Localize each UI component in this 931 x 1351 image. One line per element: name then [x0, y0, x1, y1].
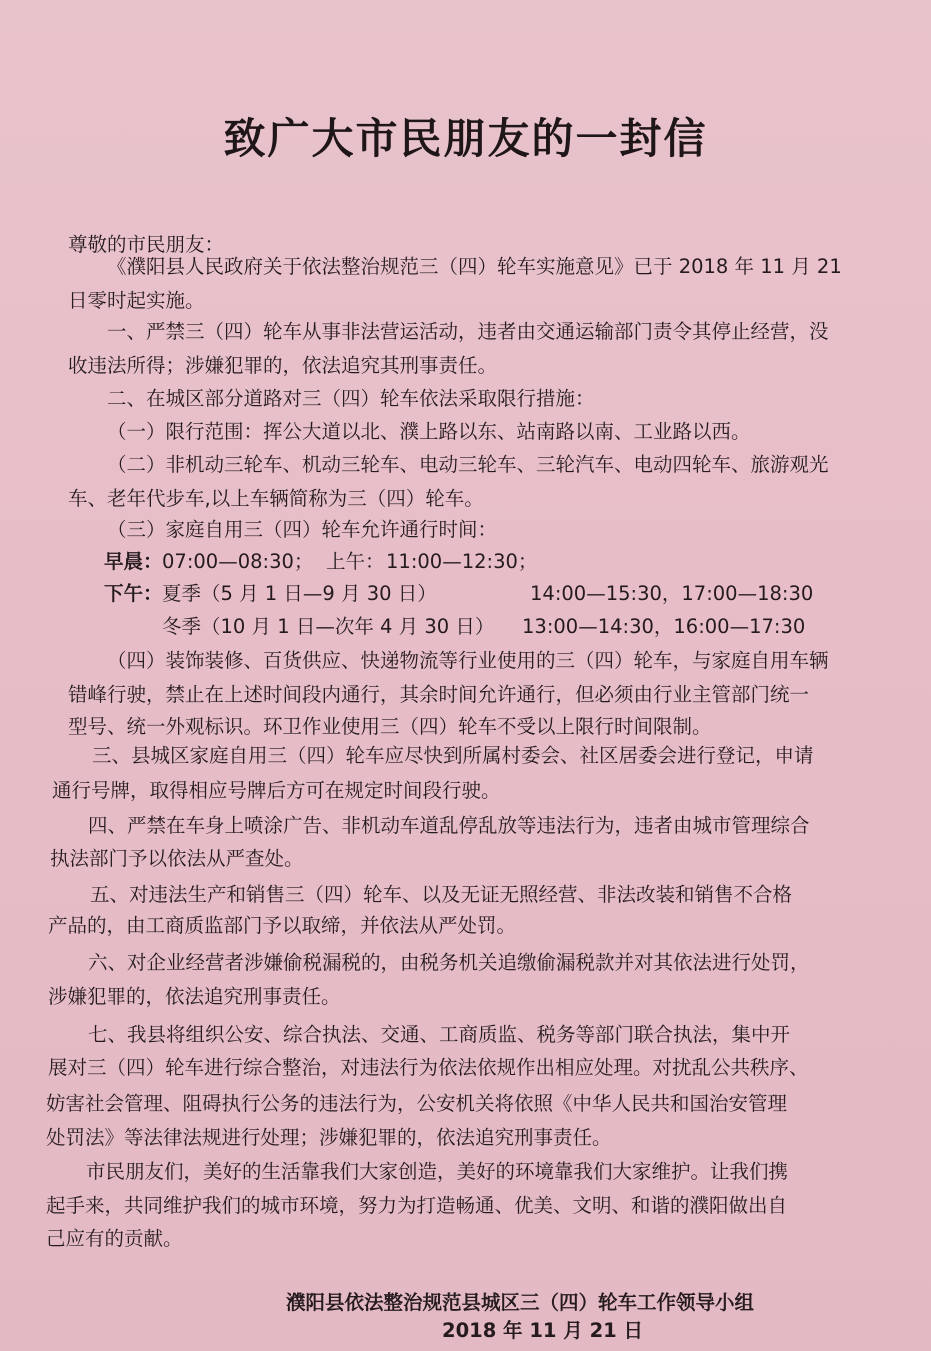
- item2-sub4-line: 错峰行驶，禁止在上述时间段内通行，其余时间允许通行，但必须由行业主管部门统一: [68, 683, 810, 706]
- intro-line: 日零时起实施。: [68, 289, 205, 312]
- item2-sub1: （一）限行范围：挥公大道以北、濮上路以东、站南路以南、工业路以西。: [107, 420, 751, 443]
- morning-time: 07:00—08:30；: [162, 550, 314, 573]
- noon-time: 11:00—12:30；: [386, 550, 538, 573]
- item2-sub2-line: （二）非机动三轮车、机动三轮车、电动三轮车、三轮汽车、电动四轮车、旅游观光: [107, 453, 829, 476]
- item3-line: 通行号牌，取得相应号牌后方可在规定时间段行驶。: [52, 779, 501, 802]
- item1-line: 一、严禁三（四）轮车从事非法营运活动，违者由交通运输部门责令其停止经营，没: [107, 320, 829, 343]
- item6-line: 六、对企业经营者涉嫌偷税漏税的，由税务机关追缴偷漏税款并对其依法进行处罚，: [88, 951, 810, 974]
- item7-line: 展对三（四）轮车进行综合整治，对违法行为依法依规作出相应处理。对扰乱公共秩序、: [48, 1056, 809, 1079]
- noon-label: 上午：: [326, 550, 385, 573]
- salutation: 尊敬的市民朋友：: [68, 233, 225, 256]
- item1-line: 收违法所得；涉嫌犯罪的，依法追究其刑事责任。: [68, 354, 498, 377]
- item5-line: 产品的，由工商质监部门予以取缔，并依法从严处罚。: [48, 914, 517, 937]
- item2-sub4-line: （四）装饰装修、百货供应、快递物流等行业使用的三（四）轮车，与家庭自用车辆: [107, 649, 829, 672]
- item2-heading: 二、在城区部分道路对三（四）轮车依法采取限行措施：: [107, 387, 595, 410]
- item2-sub3: （三）家庭自用三（四）轮车允许通行时间：: [107, 518, 498, 541]
- item2-sub2-line: 车、老年代步车,以上车辆简称为三（四）轮车。: [68, 487, 484, 510]
- page-title: 致广大市民朋友的一封信: [223, 114, 708, 163]
- item3-line: 三、县城区家庭自用三（四）轮车应尽快到所属村委会、社区居委会进行登记，申请: [92, 744, 814, 767]
- signature-org: 濮阳县依法整治规范县城区三（四）轮车工作领导小组: [286, 1291, 755, 1314]
- closing-line: 起手来，共同维护我们的城市环境，努力为打造畅通、优美、文明、和谐的濮阳做出自: [46, 1194, 788, 1217]
- item5-line: 五、对违法生产和销售三（四）轮车、以及无证无照经营、非法改装和销售不合格: [90, 883, 793, 906]
- item4-line: 四、严禁在车身上喷涂广告、非机动车道乱停乱放等违法行为，违者由城市管理综合: [88, 814, 810, 837]
- afternoon-label: 下午：: [104, 582, 163, 605]
- item7-line: 妨害社会管理、阻碍执行公务的违法行为，公安机关将依照《中华人民共和国治安管理: [46, 1092, 788, 1115]
- item4-line: 执法部门予以依法从严查处。: [50, 847, 304, 870]
- summer-times: 14:00—15:30，17:00—18:30: [530, 582, 814, 605]
- signature-date: 2018 年 11 月 21 日: [442, 1319, 643, 1342]
- morning-label: 早晨：: [104, 550, 163, 573]
- winter-label: 冬季（10 月 1 日—次年 4 月 30 日）: [162, 615, 495, 638]
- item6-line: 涉嫌犯罪的，依法追究刑事责任。: [48, 985, 341, 1008]
- item7-line: 处罚法》等法律法规进行处理；涉嫌犯罪的，依法追究刑事责任。: [46, 1126, 612, 1149]
- closing-line: 市民朋友们，美好的生活靠我们大家创造，美好的环境靠我们大家维护。让我们携: [86, 1160, 789, 1183]
- closing-line: 己应有的贡献。: [46, 1227, 183, 1250]
- intro-line: 《濮阳县人民政府关于依法整治规范三（四）轮车实施意见》已于 2018 年 11 月 21: [107, 255, 842, 278]
- item7-line: 七、我县将组织公安、综合执法、交通、工商质监、税务等部门联合执法，集中开: [88, 1023, 791, 1046]
- item2-sub4-line: 型号、统一外观标识。环卫作业使用三（四）轮车不受以上限行时间限制。: [68, 715, 712, 738]
- winter-times: 13:00—14:30，16:00—17:30: [522, 615, 806, 638]
- summer-label: 夏季（5 月 1 日—9 月 30 日）: [162, 582, 437, 605]
